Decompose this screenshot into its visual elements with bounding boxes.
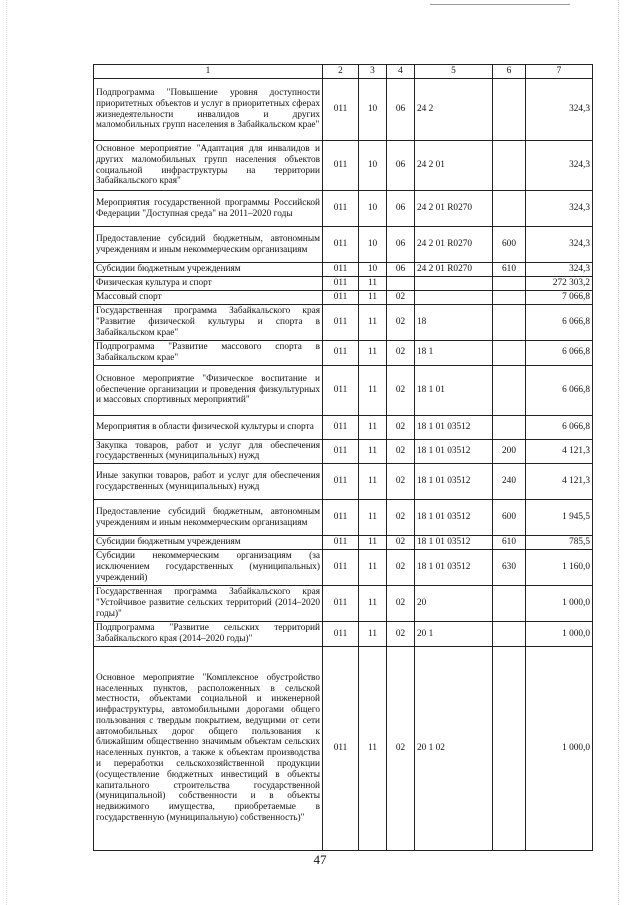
row-name: Подпрограмма "Развитие массового спорта в Забайкальском крае" xyxy=(94,341,323,366)
row-grbs: 011 xyxy=(323,277,359,291)
row-name: Государственная программа Забайкальского края "Развитие физической культуры и спорта в Забайкальском крае" xyxy=(94,305,323,341)
table-row xyxy=(94,550,593,586)
row-section: 11 xyxy=(359,277,387,291)
table-row xyxy=(94,227,593,263)
row-subsection: 02 xyxy=(387,341,415,366)
row-target-article: 24 2 01 xyxy=(415,141,493,191)
row-section: 11 xyxy=(359,341,387,366)
row-grbs: 011 xyxy=(323,500,359,536)
row-expense-type: 600 xyxy=(493,227,526,263)
row-grbs: 011 xyxy=(323,586,359,622)
row-subsection xyxy=(387,277,415,291)
row-target-article: 18 1 01 03512 xyxy=(415,415,493,439)
row-target-article: 18 1 01 03512 xyxy=(415,500,493,536)
col-header-expense-type: 6 xyxy=(493,65,526,79)
row-target-article: 18 1 01 03512 xyxy=(415,439,493,464)
row-expense-type xyxy=(493,79,526,141)
row-amount: 324,3 xyxy=(526,227,593,263)
row-grbs: 011 xyxy=(323,536,359,550)
row-expense-type xyxy=(493,586,526,622)
row-amount: 324,3 xyxy=(526,263,593,277)
row-section: 10 xyxy=(359,191,387,227)
row-subsection: 06 xyxy=(387,141,415,191)
row-target-article: 20 1 xyxy=(415,622,493,647)
table-body xyxy=(94,79,593,851)
row-amount: 4 121,3 xyxy=(526,439,593,464)
page-number: 47 xyxy=(313,852,327,867)
row-target-article: 24 2 01 R0270 xyxy=(415,191,493,227)
row-section: 11 xyxy=(359,586,387,622)
row-amount: 1 000,0 xyxy=(526,622,593,647)
row-section: 11 xyxy=(359,550,387,586)
row-target-article: 24 2 01 R0270 xyxy=(415,227,493,263)
row-target-article: 20 1 02 xyxy=(415,646,493,850)
row-subsection: 06 xyxy=(387,79,415,141)
row-expense-type: 610 xyxy=(493,263,526,277)
row-section: 11 xyxy=(359,291,387,305)
row-grbs: 011 xyxy=(323,550,359,586)
row-name: Субсидии бюджетным учреждениям xyxy=(94,263,323,277)
row-name: Основное мероприятие "Адаптация для инвалидов и других маломобильных групп населения объектов социальной инфраструктуры на территории Забайкальского края" xyxy=(94,141,323,191)
row-name: Физическая культура и спорт xyxy=(94,277,323,291)
table-row xyxy=(94,439,593,464)
row-grbs: 011 xyxy=(323,464,359,500)
row-target-article: 24 2 xyxy=(415,79,493,141)
row-grbs: 011 xyxy=(323,439,359,464)
table-row xyxy=(94,500,593,536)
row-target-article: 18 1 01 03512 xyxy=(415,536,493,550)
row-grbs: 011 xyxy=(323,263,359,277)
row-subsection: 02 xyxy=(387,536,415,550)
row-name: Подпрограмма "Развитие сельских территорий Забайкальского края (2014–2020 годы)" xyxy=(94,622,323,647)
row-subsection: 02 xyxy=(387,305,415,341)
row-name: Мероприятия государственной программы Российской Федерации "Доступная среда" на 2011–2020 годы xyxy=(94,191,323,227)
table-row xyxy=(94,341,593,366)
row-section: 10 xyxy=(359,141,387,191)
header-row xyxy=(94,65,593,79)
row-target-article xyxy=(415,291,493,305)
top-rule xyxy=(430,4,570,5)
row-grbs: 011 xyxy=(323,79,359,141)
row-expense-type: 630 xyxy=(493,550,526,586)
row-amount: 6 066,8 xyxy=(526,305,593,341)
row-target-article: 18 1 xyxy=(415,341,493,366)
row-subsection: 02 xyxy=(387,500,415,536)
row-subsection: 02 xyxy=(387,646,415,850)
row-expense-type: 200 xyxy=(493,439,526,464)
row-section: 10 xyxy=(359,79,387,141)
row-amount: 1 000,0 xyxy=(526,646,593,850)
row-subsection: 02 xyxy=(387,365,415,415)
row-name: Массовый спорт xyxy=(94,291,323,305)
row-grbs: 011 xyxy=(323,365,359,415)
col-header-section: 3 xyxy=(359,65,387,79)
row-amount: 1 160,0 xyxy=(526,550,593,586)
scan-edge-left xyxy=(6,0,7,905)
row-grbs: 011 xyxy=(323,291,359,305)
row-grbs: 011 xyxy=(323,646,359,850)
row-expense-type xyxy=(493,291,526,305)
row-section: 10 xyxy=(359,227,387,263)
col-header-subsection: 4 xyxy=(387,65,415,79)
row-target-article: 24 2 01 R0270 xyxy=(415,263,493,277)
row-section: 11 xyxy=(359,646,387,850)
row-subsection: 02 xyxy=(387,415,415,439)
row-subsection: 06 xyxy=(387,227,415,263)
row-subsection: 02 xyxy=(387,439,415,464)
col-header-amount: 7 xyxy=(526,65,593,79)
row-amount: 324,3 xyxy=(526,79,593,141)
row-grbs: 011 xyxy=(323,191,359,227)
row-amount: 6 066,8 xyxy=(526,341,593,366)
row-expense-type xyxy=(493,141,526,191)
row-subsection: 02 xyxy=(387,622,415,647)
table-row xyxy=(94,291,593,305)
row-subsection: 06 xyxy=(387,263,415,277)
row-expense-type: 610 xyxy=(493,536,526,550)
scan-edge-right xyxy=(618,0,619,905)
row-amount: 6 066,8 xyxy=(526,365,593,415)
row-name: Иные закупки товаров, работ и услуг для обеспечения государственных (муниципальных) нужд xyxy=(94,464,323,500)
row-amount: 1 000,0 xyxy=(526,586,593,622)
row-target-article: 18 1 01 xyxy=(415,365,493,415)
row-name: Мероприятия в области физической культуры и спорта xyxy=(94,415,323,439)
row-amount: 272 303,2 xyxy=(526,277,593,291)
row-name: Основное мероприятие "Комплексное обустройство населенных пунктов, расположенных в сельской местности, объектами социальной и инженерной инфраструктуры, автомобильными дорогами общего пользования с твердым покрытием, ведущими от сети автомобильных дорог общего пользования к ближайшим общественно значимым объектам сельских населенных пунктов, а также к объектам производства и переработки сельскохозяйственной продукции (осуществление бюджетных инвестиций в объекты капитального строительства государственной (муниципальной) собственности и в объекты недвижимого имущества, приобретаемые в государственную (муниципальную) собственность)" xyxy=(94,646,323,850)
row-amount: 4 121,3 xyxy=(526,464,593,500)
row-grbs: 011 xyxy=(323,415,359,439)
row-subsection: 06 xyxy=(387,191,415,227)
table-row xyxy=(94,646,593,850)
row-expense-type xyxy=(493,415,526,439)
table-row xyxy=(94,536,593,550)
row-expense-type: 240 xyxy=(493,464,526,500)
row-amount: 785,5 xyxy=(526,536,593,550)
table-row xyxy=(94,79,593,141)
row-expense-type xyxy=(493,277,526,291)
row-grbs: 011 xyxy=(323,227,359,263)
row-name: Субсидии бюджетным учреждениям xyxy=(94,536,323,550)
row-section: 11 xyxy=(359,464,387,500)
table-row xyxy=(94,586,593,622)
row-name: Подпрограмма "Повышение уровня доступности приоритетных объектов и услуг в приоритетных сферах жизнедеятельности инвалидов и других маломобильных групп населения в Забайкальском крае" xyxy=(94,79,323,141)
table-row xyxy=(94,622,593,647)
row-name: Предоставление субсидий бюджетным, автономным учреждениям и иным некоммерческим организациям xyxy=(94,500,323,536)
row-subsection: 02 xyxy=(387,586,415,622)
budget-table xyxy=(93,64,593,851)
row-subsection: 02 xyxy=(387,464,415,500)
row-amount: 1 945,5 xyxy=(526,500,593,536)
row-expense-type xyxy=(493,365,526,415)
row-expense-type xyxy=(493,305,526,341)
row-expense-type xyxy=(493,622,526,647)
row-section: 11 xyxy=(359,536,387,550)
row-amount: 7 066,8 xyxy=(526,291,593,305)
row-section: 11 xyxy=(359,439,387,464)
row-expense-type xyxy=(493,646,526,850)
row-section: 11 xyxy=(359,415,387,439)
row-subsection: 02 xyxy=(387,550,415,586)
row-section: 10 xyxy=(359,263,387,277)
row-expense-type xyxy=(493,341,526,366)
table-row xyxy=(94,415,593,439)
table-row xyxy=(94,263,593,277)
row-amount: 324,3 xyxy=(526,141,593,191)
table-row xyxy=(94,464,593,500)
row-section: 11 xyxy=(359,365,387,415)
row-grbs: 011 xyxy=(323,305,359,341)
row-expense-type: 600 xyxy=(493,500,526,536)
table-row xyxy=(94,365,593,415)
row-name: Предоставление субсидий бюджетным, автономным учреждениям и иным некоммерческим организациям xyxy=(94,227,323,263)
row-section: 11 xyxy=(359,305,387,341)
row-grbs: 011 xyxy=(323,341,359,366)
row-target-article: 18 xyxy=(415,305,493,341)
row-target-article: 20 xyxy=(415,586,493,622)
table-row xyxy=(94,277,593,291)
col-header-name: 1 xyxy=(94,65,323,79)
row-target-article: 18 1 01 03512 xyxy=(415,550,493,586)
table-row xyxy=(94,141,593,191)
row-grbs: 011 xyxy=(323,141,359,191)
row-target-article: 18 1 01 03512 xyxy=(415,464,493,500)
row-name: Государственная программа Забайкальского края "Устойчивое развитие сельских территорий (2014–2020 годы)" xyxy=(94,586,323,622)
row-subsection: 02 xyxy=(387,291,415,305)
row-amount: 324,3 xyxy=(526,191,593,227)
col-header-target-article: 5 xyxy=(415,65,493,79)
row-name: Закупка товаров, работ и услуг для обеспечения государственных (муниципальных) нужд xyxy=(94,439,323,464)
row-name: Основное мероприятие "Физическое воспитание и обеспечение организации и проведения физкультурных и массовых спортивных мероприятий" xyxy=(94,365,323,415)
row-amount: 6 066,8 xyxy=(526,415,593,439)
table-row xyxy=(94,191,593,227)
row-name: Субсидии некоммерческим организациям (за исключением государственных (муниципальных) учреждений) xyxy=(94,550,323,586)
col-header-grbs: 2 xyxy=(323,65,359,79)
table-row xyxy=(94,305,593,341)
row-grbs: 011 xyxy=(323,622,359,647)
row-section: 11 xyxy=(359,622,387,647)
row-target-article xyxy=(415,277,493,291)
row-expense-type xyxy=(493,191,526,227)
row-section: 11 xyxy=(359,500,387,536)
